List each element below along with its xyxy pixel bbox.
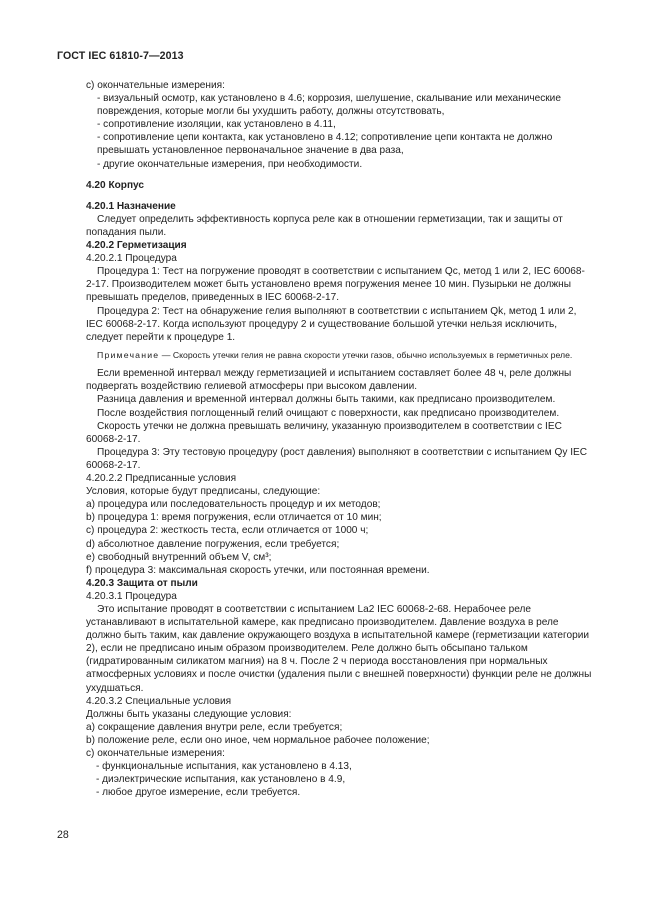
final-measure-visual: - визуальный осмотр, как установлено в 4.6; коррозия, шелушение, скалывание или механические повреждения, которые могли бы ухудшить работу, должны отсутствовать, (97, 93, 561, 118)
special-condition-b: b) положение реле, если оно иное, чем нормальное рабочее положение; (86, 734, 430, 746)
condition-item-b: b) процедура 1: время погружения, если отличается от 10 мин; (86, 512, 382, 524)
section-heading-4-20-3-2: 4.20.3.2 Специальные условия (86, 695, 232, 707)
special-condition-a: а) сокращение давления внутри реле, если требуется; (86, 721, 343, 733)
final-measure-insulation: - сопротивление изоляции, как установлено в 4.11, (97, 119, 336, 131)
document-header: ГОСТ IEC 61810-7—2013 (57, 50, 184, 62)
special-conditions-intro: Должны быть указаны следующие условия: (86, 708, 292, 720)
special-condition-c: с) окончательные измерения: (86, 748, 225, 759)
helium-cleanup-paragraph: После воздействия поглощенный гелий очищают с поверхности, как предписано производителем. (97, 407, 560, 419)
page-number: 28 (57, 829, 69, 841)
purpose-paragraph: Следует определить эффективность корпуса реле как в отношении герметизации, так и защиты от попадания пыли. (86, 213, 563, 238)
final-measure-contact: - сопротивление цепи контакта, как установлено в 4.12; сопротивление цепи контакта не должно превышать установленное первоначальное значение в два раза, (97, 132, 553, 157)
pressure-difference-paragraph: Разница давления и временной интервал должны быть такими, как предписано производителем. (97, 394, 556, 406)
dust-test-paragraph: Это испытание проводят в соответствии с испытанием La2 IEC 60068-2-68. Нерабочее реле устанавливают в испытательной камере, как предписано производителем. Давление воздуха в реле должно быть таким, как давление окружающего воздуха в испытательной камере (герметизации категории 2), если не предписано иным образом производителем. Реле должно быть обсыпано тальком (гидратированным силикатом магния) на 8 ч. После 2 ч периода восстановления при нормальных атмосферных условиях и после очистки (удаления пыли с внешней поверхности) функции реле не должны ухудшаться. (86, 603, 592, 694)
section-heading-4-20-2-1: 4.20.2.1 Процедура (86, 253, 177, 265)
final-measurements-item: с) окончательные измерения: (86, 80, 225, 91)
section-heading-4-20-1: 4.20.1 Назначение (86, 200, 176, 212)
section-heading-4-20-3-1: 4.20.3.1 Процедура (86, 590, 177, 602)
procedure-2-paragraph: Процедура 2: Тест на обнаружение гелия выполняют в соответствии с испытанием Qk, метод 1 или 2, IEC 60068-2-17. Когда используют процедуру 2 и существование большой утечки нельзя исключить, следует перейти к процедуре 1. (86, 305, 577, 343)
section-heading-4-20-2: 4.20.2 Герметизация (86, 240, 187, 252)
condition-item-f: f) процедура 3: максимальная скорость утечки, или постоянная времени. (86, 564, 430, 576)
condition-item-c: с) процедура 2: жесткость теста, если отличается от 1000 ч; (86, 525, 369, 537)
leak-rate-paragraph: Скорость утечки не должна превышать величину, указанную производителем в соответствии с IEC 60068-2-17. (86, 420, 562, 445)
interval-48h-paragraph: Если временной интервал между герметизацией и испытанием составляет более 48 ч, реле должны подвергать воздействию гелиевой атмосферы при высоком давлении. (86, 368, 572, 393)
section-heading-4-20-3: 4.20.3 Защита от пыли (86, 577, 198, 589)
page-content (86, 79, 592, 799)
note-label: Примечание (97, 349, 160, 360)
condition-item-a: а) процедура или последовательность процедур и их методов; (86, 499, 381, 511)
procedure-1-paragraph: Процедура 1: Тест на погружение проводят в соответствии с испытанием Qc, метод 1 или 2, IEC 60068-2-17. Производителем может быть установлено время погружения менее 10 мин. Пузырьки не должны превышать пределов, приведенных в IEC 60068-2-17. (86, 266, 585, 304)
special-measure-functional: - функциональные испытания, как установлено в 4.13, (96, 761, 352, 773)
procedure-3-paragraph: Процедура 3: Эту тестовую процедуру (рост давления) выполняют в соответствии с испытанием Qy IEC 60068-2-17. (86, 446, 588, 471)
condition-item-e: е) свободный внутренний объем V, см³; (86, 551, 272, 563)
section-heading-4-20: 4.20 Корпус (86, 179, 145, 191)
condition-item-d: d) абсолютное давление погружения, если требуется; (86, 538, 340, 550)
special-measure-other: - любое другое измерение, если требуется. (96, 787, 301, 799)
special-measure-dielectric: - диэлектрические испытания, как установлено в 4.9, (96, 774, 346, 786)
note-paragraph (86, 350, 592, 362)
final-measure-other: - другие окончательные измерения, при необходимости. (97, 158, 363, 170)
conditions-intro: Условия, которые будут предписаны, следующие: (86, 486, 321, 498)
note-text: — Скорость утечки гелия не равна скорости утечки газов, обычно используемых в герметичных реле. (161, 349, 573, 360)
section-heading-4-20-2-2: 4.20.2.2 Предписанные условия (86, 473, 237, 485)
